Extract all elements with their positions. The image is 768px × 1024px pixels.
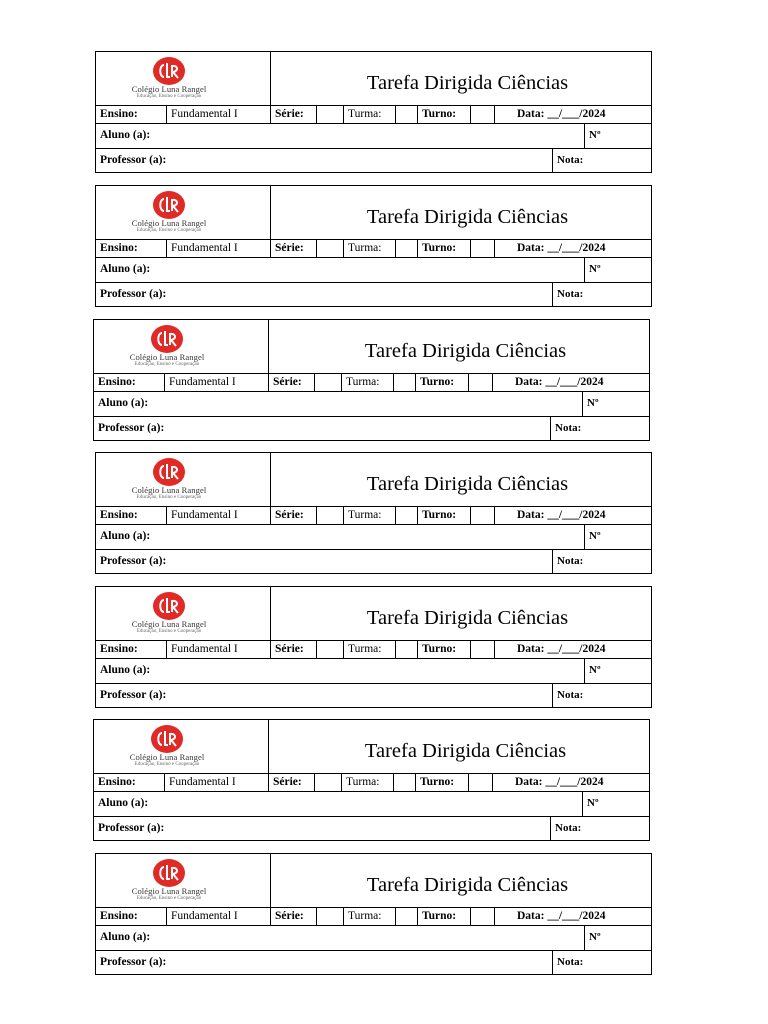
worksheet-title: Tarefa Dirigida Ciências bbox=[364, 340, 567, 362]
student-row bbox=[96, 925, 651, 951]
ensino-label: Ensino: bbox=[98, 376, 136, 388]
student-number-field[interactable] bbox=[584, 926, 651, 951]
school-logo bbox=[96, 52, 271, 105]
school-name: Colégio Luna Rangel bbox=[129, 752, 205, 762]
student-number-label: Nº bbox=[589, 530, 601, 542]
ensino-label: Ensino: bbox=[100, 509, 138, 521]
worksheet-header bbox=[93, 719, 650, 841]
school-logo bbox=[96, 587, 271, 640]
serie-field[interactable] bbox=[316, 240, 343, 258]
turno-label: Turno: bbox=[415, 374, 468, 392]
date-field[interactable]: Data: __/___/2024 bbox=[494, 240, 651, 258]
serie-field[interactable] bbox=[314, 774, 341, 792]
teacher-row bbox=[94, 416, 649, 441]
teacher-row bbox=[96, 950, 651, 975]
class-info-row bbox=[94, 373, 649, 392]
school-name: Colégio Luna Rangel bbox=[131, 619, 207, 629]
ensino-label: Ensino: bbox=[100, 108, 138, 120]
school-logo-icon bbox=[151, 457, 187, 487]
grade-label: Nota: bbox=[557, 288, 584, 300]
class-info-row bbox=[96, 506, 651, 525]
school-tagline: Educação, Ensino e Cooperação bbox=[136, 629, 202, 634]
teacher-row bbox=[96, 683, 651, 708]
school-name: Colégio Luna Rangel bbox=[129, 352, 205, 362]
student-number-field[interactable] bbox=[582, 792, 649, 817]
turma-label: Turma: bbox=[343, 908, 395, 926]
student-number-label: Nº bbox=[589, 664, 601, 676]
ensino-label: Ensino: bbox=[98, 776, 136, 788]
turno-label: Turno: bbox=[417, 641, 470, 659]
school-tagline: Educação, Ensino e Cooperação bbox=[136, 896, 202, 901]
turno-field[interactable] bbox=[470, 908, 494, 926]
ensino-label: Ensino: bbox=[100, 643, 138, 655]
student-name-label: Aluno (a): bbox=[100, 664, 151, 676]
worksheet-header bbox=[95, 452, 652, 574]
student-number-label: Nº bbox=[587, 797, 599, 809]
date-field[interactable]: Data: __/___/2024 bbox=[494, 908, 651, 926]
serie-field[interactable] bbox=[316, 507, 343, 525]
worksheet-title: Tarefa Dirigida Ciências bbox=[366, 206, 569, 228]
school-tagline: Educação, Ensino e Cooperação bbox=[134, 362, 200, 367]
student-number-field[interactable] bbox=[584, 258, 651, 283]
serie-label: Série: bbox=[270, 908, 316, 926]
turno-label: Turno: bbox=[417, 240, 470, 258]
school-tagline: Educação, Ensino e Cooperação bbox=[136, 94, 202, 99]
ensino-value: Fundamental I bbox=[166, 641, 270, 659]
turno-field[interactable] bbox=[470, 507, 494, 525]
student-number-field[interactable] bbox=[584, 659, 651, 684]
serie-label: Série: bbox=[270, 106, 316, 124]
school-logo-icon bbox=[149, 324, 185, 354]
turno-label: Turno: bbox=[417, 106, 470, 124]
grade-label: Nota: bbox=[555, 822, 582, 834]
student-row bbox=[96, 123, 651, 149]
serie-label: Série: bbox=[270, 507, 316, 525]
school-tagline: Educação, Ensino e Cooperação bbox=[136, 228, 202, 233]
turma-field[interactable] bbox=[393, 374, 415, 392]
serie-label: Série: bbox=[268, 774, 314, 792]
date-field[interactable]: Data: __/___/2024 bbox=[494, 641, 651, 659]
turma-field[interactable] bbox=[393, 774, 415, 792]
grade-label: Nota: bbox=[557, 956, 584, 968]
school-name: Colégio Luna Rangel bbox=[131, 84, 207, 94]
worksheet-title: Tarefa Dirigida Ciências bbox=[366, 607, 569, 629]
serie-label: Série: bbox=[270, 641, 316, 659]
student-name-label: Aluno (a): bbox=[100, 129, 151, 141]
student-number-field[interactable] bbox=[584, 525, 651, 550]
worksheet-title: Tarefa Dirigida Ciências bbox=[366, 72, 569, 94]
student-name-label: Aluno (a): bbox=[98, 397, 149, 409]
ensino-value: Fundamental I bbox=[166, 908, 270, 926]
ensino-value: Fundamental I bbox=[166, 507, 270, 525]
turno-label: Turno: bbox=[417, 908, 470, 926]
grade-field[interactable] bbox=[552, 684, 651, 708]
grade-field[interactable] bbox=[550, 817, 649, 841]
turma-field[interactable] bbox=[395, 641, 417, 659]
grade-field[interactable] bbox=[552, 550, 651, 574]
worksheet-title: Tarefa Dirigida Ciências bbox=[364, 740, 567, 762]
turno-field[interactable] bbox=[470, 106, 494, 124]
student-row bbox=[94, 391, 649, 417]
ensino-value: Fundamental I bbox=[164, 374, 268, 392]
turno-field[interactable] bbox=[468, 774, 492, 792]
school-logo-icon bbox=[151, 591, 187, 621]
ensino-value: Fundamental I bbox=[164, 774, 268, 792]
school-logo bbox=[94, 320, 269, 373]
serie-field[interactable] bbox=[314, 374, 341, 392]
teacher-name-label: Professor (a): bbox=[98, 422, 165, 434]
school-tagline: Educação, Ensino e Cooperação bbox=[136, 495, 202, 500]
school-logo bbox=[94, 720, 269, 773]
turno-field[interactable] bbox=[470, 240, 494, 258]
date-field[interactable]: Data: __/___/2024 bbox=[492, 374, 649, 392]
date-field[interactable]: Data: __/___/2024 bbox=[494, 507, 651, 525]
school-tagline: Educação, Ensino e Cooperação bbox=[134, 762, 200, 767]
teacher-row bbox=[94, 816, 649, 841]
worksheet-header bbox=[95, 185, 652, 307]
school-logo-icon bbox=[151, 858, 187, 888]
serie-field[interactable] bbox=[316, 106, 343, 124]
class-info-row bbox=[94, 773, 649, 792]
student-name-label: Aluno (a): bbox=[98, 797, 149, 809]
teacher-name-label: Professor (a): bbox=[98, 822, 165, 834]
class-info-row bbox=[96, 239, 651, 258]
turma-label: Turma: bbox=[343, 106, 395, 124]
grade-field[interactable] bbox=[552, 149, 651, 173]
turma-field[interactable] bbox=[395, 106, 417, 124]
school-name: Colégio Luna Rangel bbox=[131, 218, 207, 228]
school-logo bbox=[96, 186, 271, 239]
turma-label: Turma: bbox=[341, 374, 393, 392]
school-logo-icon bbox=[151, 190, 187, 220]
turma-label: Turma: bbox=[343, 240, 395, 258]
turma-label: Turma: bbox=[343, 641, 395, 659]
ensino-label: Ensino: bbox=[100, 910, 138, 922]
student-name-label: Aluno (a): bbox=[100, 263, 151, 275]
serie-label: Série: bbox=[268, 374, 314, 392]
ensino-value: Fundamental I bbox=[166, 106, 270, 124]
teacher-name-label: Professor (a): bbox=[100, 555, 167, 567]
teacher-row bbox=[96, 549, 651, 574]
turma-label: Turma: bbox=[341, 774, 393, 792]
school-name: Colégio Luna Rangel bbox=[131, 886, 207, 896]
student-name-label: Aluno (a): bbox=[100, 530, 151, 542]
grade-label: Nota: bbox=[557, 154, 584, 166]
teacher-name-label: Professor (a): bbox=[100, 956, 167, 968]
ensino-label: Ensino: bbox=[100, 242, 138, 254]
worksheet-header bbox=[95, 586, 652, 708]
worksheet-title: Tarefa Dirigida Ciências bbox=[366, 874, 569, 896]
grade-label: Nota: bbox=[557, 555, 584, 567]
class-info-row bbox=[96, 640, 651, 659]
turno-label: Turno: bbox=[415, 774, 468, 792]
grade-field[interactable] bbox=[552, 951, 651, 975]
teacher-name-label: Professor (a): bbox=[100, 288, 167, 300]
class-info-row bbox=[96, 907, 651, 926]
worksheet-header bbox=[95, 853, 652, 975]
worksheet-header bbox=[95, 51, 652, 173]
date-field[interactable]: Data: __/___/2024 bbox=[494, 106, 651, 124]
school-logo bbox=[96, 854, 271, 907]
turma-field[interactable] bbox=[395, 240, 417, 258]
student-row bbox=[96, 658, 651, 684]
turma-field[interactable] bbox=[395, 507, 417, 525]
grade-field[interactable] bbox=[550, 417, 649, 441]
grade-label: Nota: bbox=[557, 689, 584, 701]
turma-label: Turma: bbox=[343, 507, 395, 525]
turno-label: Turno: bbox=[417, 507, 470, 525]
school-logo-icon bbox=[149, 724, 185, 754]
grade-field[interactable] bbox=[552, 283, 651, 307]
date-field[interactable]: Data: __/___/2024 bbox=[492, 774, 649, 792]
serie-field[interactable] bbox=[316, 908, 343, 926]
teacher-row bbox=[96, 282, 651, 307]
serie-label: Série: bbox=[270, 240, 316, 258]
teacher-name-label: Professor (a): bbox=[100, 154, 167, 166]
student-number-label: Nº bbox=[589, 129, 601, 141]
turno-field[interactable] bbox=[470, 641, 494, 659]
student-row bbox=[94, 791, 649, 817]
student-name-label: Aluno (a): bbox=[100, 931, 151, 943]
class-info-row bbox=[96, 105, 651, 124]
worksheet-title: Tarefa Dirigida Ciências bbox=[366, 473, 569, 495]
turma-field[interactable] bbox=[395, 908, 417, 926]
school-name: Colégio Luna Rangel bbox=[131, 485, 207, 495]
student-number-field[interactable] bbox=[584, 124, 651, 149]
serie-field[interactable] bbox=[316, 641, 343, 659]
school-logo-icon bbox=[151, 56, 187, 86]
ensino-value: Fundamental I bbox=[166, 240, 270, 258]
student-number-label: Nº bbox=[589, 931, 601, 943]
student-number-label: Nº bbox=[589, 263, 601, 275]
student-row bbox=[96, 257, 651, 283]
teacher-name-label: Professor (a): bbox=[100, 689, 167, 701]
school-logo bbox=[96, 453, 271, 506]
grade-label: Nota: bbox=[555, 422, 582, 434]
worksheet-header bbox=[93, 319, 650, 441]
teacher-row bbox=[96, 148, 651, 173]
turno-field[interactable] bbox=[468, 374, 492, 392]
student-number-field[interactable] bbox=[582, 392, 649, 417]
student-row bbox=[96, 524, 651, 550]
student-number-label: Nº bbox=[587, 397, 599, 409]
